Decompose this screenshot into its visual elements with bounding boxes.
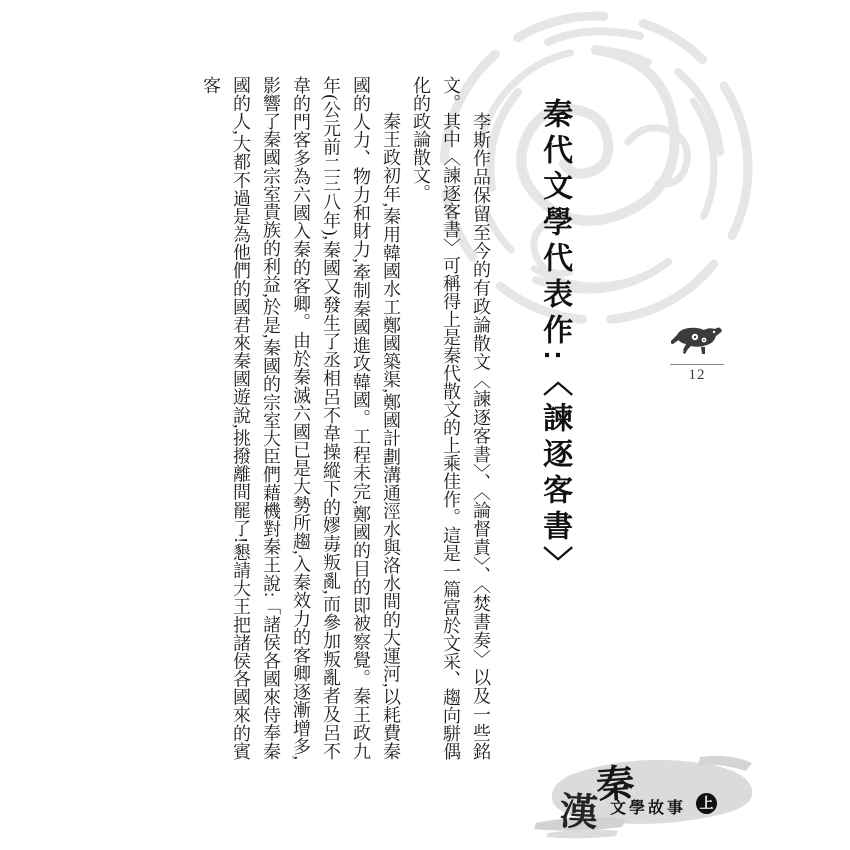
page-number-rule: [670, 364, 724, 365]
body-text: [201, 76, 496, 760]
volume-badge: 上: [696, 793, 717, 814]
series-char-han: 漢: [558, 791, 599, 835]
footer-logo: [530, 745, 760, 845]
paragraph-1: 李斯作品保留至今的有政論散文〈諫逐客書〉、〈論督責〉、〈焚書奏〉以及一些銘文。其中〈諫逐客書〉可稱得上是秦代散文的上乘佳作。這是一篇富於文采、趨向駢偶化的政論散文。: [411, 76, 491, 760]
page-number: 12: [688, 367, 706, 383]
page-title: 秦代文學代表作:〈諫逐客書〉: [538, 98, 572, 582]
page-marker: [662, 322, 732, 384]
paragraph-2: 秦王政初年,秦用韓國水工鄭國築渠,鄭國計劃溝通涇水與洛水間的大運河,以耗費秦國的人力、物力和財力,牽制秦國進攻韓國。工程未完,鄭國的目的即被察覺。秦王政九年(公元前二三八年),秦國又發生了丞相呂不韋操縱下的嫪毐叛亂,而參加叛亂者及呂不韋的門客多為六國入秦的客卿。由於秦滅六國已是大勢所趨,入秦效力的客卿逐漸增多,影響了秦國宗室貴族的利益,於是,秦國的宗室大臣們藉機對秦王說:「諸侯各國來侍奉秦國的人,大都不過是為他們的國君來秦國遊說,挑撥離間罷了!懇請大王把諸侯各國來的賓客: [201, 76, 401, 760]
galloping-horse-icon: [671, 343, 723, 360]
series-char-qin: 秦: [594, 762, 636, 808]
series-subtitle: 文學故事: [610, 800, 687, 817]
